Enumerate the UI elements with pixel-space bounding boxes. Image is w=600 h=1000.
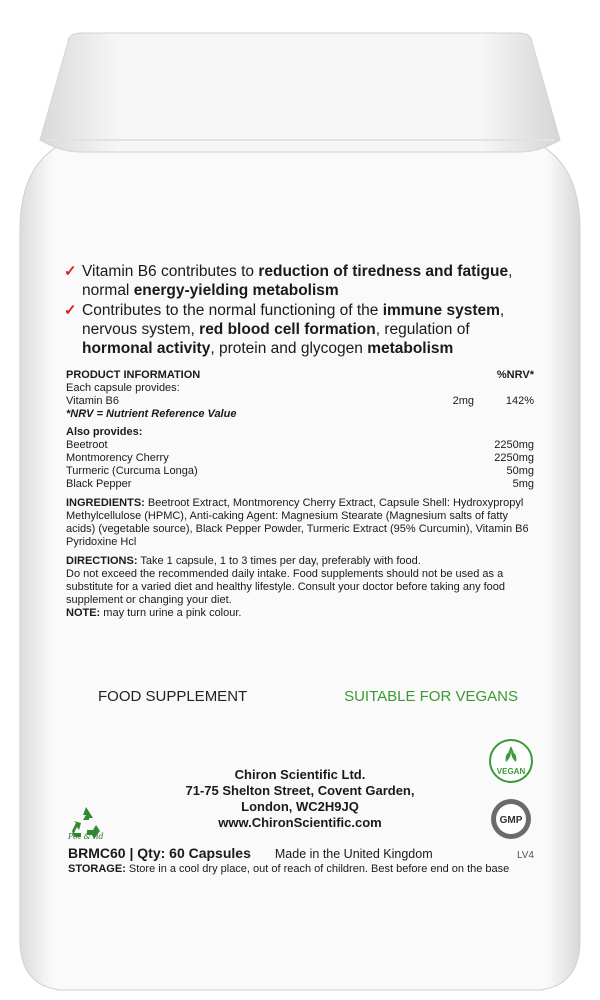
ingredients-text: Beetroot Extract, Montmorency Cherry Extract, Capsule Shell: Hydroxypropyl Methylcellulose (HPMC), Anti-caking Agent: Magnesium Stearate (Magnesium salts of fatty acids) (vegetable source), Black Pepper Powder, Turmeric Extract (95% Curcumin), Vitamin B6 Pyridoxine Hcl (66, 497, 529, 548)
lot-code: LV4 (516, 850, 534, 861)
claim-text: , normal (82, 263, 513, 299)
storage-info (68, 863, 538, 876)
claim-text: , regulation of (375, 321, 470, 338)
vitamin-amount: 2mg (452, 395, 474, 407)
product-code-line (68, 847, 534, 862)
also-provides-list (66, 439, 534, 491)
health-claim (64, 262, 540, 300)
ingredient-name: Turmeric (Curcuma Longa) (66, 465, 198, 477)
checkmark-icon: ✓ (64, 302, 77, 319)
ingredient-name: Beetroot (66, 439, 108, 451)
also-provides-row (66, 465, 534, 478)
vitamin-name: Vitamin B6 (66, 395, 119, 407)
storage-label: STORAGE: (68, 863, 126, 875)
made-in-text: Made in the United Kingdom (274, 847, 433, 861)
claim-highlight: reduction of tiredness and fatigue (258, 263, 509, 280)
directions-label: DIRECTIONS: (66, 555, 138, 567)
claim-highlight: hormonal activity (82, 340, 211, 357)
claim-highlight: metabolism (367, 340, 454, 357)
product-label (60, 262, 540, 882)
company-street: 71-75 Shelton Street, Covent Garden, (185, 783, 415, 798)
gmp-badge-icon (490, 798, 532, 840)
health-claims (64, 262, 540, 358)
directions (66, 555, 534, 620)
product-information-heading: PRODUCT INFORMATION (66, 369, 201, 381)
ingredients-label: INGREDIENTS: (66, 497, 145, 509)
food-supplement-text: FOOD SUPPLEMENT (98, 688, 248, 705)
also-provides-row (66, 478, 534, 491)
recycle-caption: Pot & lid (68, 832, 104, 841)
gmp-badge-text: GMP (499, 815, 523, 826)
nrv-note: *NRV = Nutrient Reference Value (66, 408, 237, 420)
ingredient-amount: 2250mg (494, 439, 534, 451)
company-city: London, WC2H9JQ (241, 799, 359, 814)
vegan-badge-text: VEGAN (496, 767, 526, 776)
claim-text: Contributes to the normal functioning of the (82, 302, 383, 319)
ingredients (66, 497, 534, 549)
vitamin-nrv: 142% (505, 395, 534, 407)
health-claim (64, 301, 540, 358)
vegan-badge-icon (488, 738, 534, 784)
note-label: NOTE: (66, 607, 101, 619)
storage-text: Store in a cool dry place, out of reach of children. Best before end on the base (125, 863, 510, 875)
note-text: may turn urine a pink colour. (100, 607, 242, 619)
claim-highlight: energy-yielding metabolism (133, 282, 339, 299)
directions-text: Take 1 capsule, 1 to 3 times per day, preferably with food. (137, 555, 421, 567)
claim-text: Vitamin B6 contributes to (82, 263, 259, 280)
claim-text: , nervous system, (82, 302, 505, 338)
also-provides-heading: Also provides: (66, 426, 143, 438)
claim-highlight: red blood cell formation (199, 321, 376, 338)
ingredient-amount: 5mg (512, 478, 534, 490)
also-provides-row (66, 452, 534, 465)
directions-warning: Do not exceed the recommended daily intake. Food supplements should not be used as a substitute for a varied diet and healthy lifestyle. Consult your doctor before taking any food supplement or changing your diet. (66, 568, 506, 606)
product-code: BRMC60 | Qty: 60 Capsules (68, 845, 251, 861)
ingredient-amount: 50mg (506, 465, 534, 477)
suitable-for-vegans-text: SUITABLE FOR VEGANS (344, 688, 518, 705)
company-name: Chiron Scientific Ltd. (234, 767, 366, 782)
company-address (160, 767, 440, 831)
also-provides-row (66, 439, 534, 452)
ingredient-amount: 2250mg (494, 452, 534, 464)
ingredient-name: Montmorency Cherry (66, 452, 169, 464)
nrv-heading: %NRV* (496, 369, 534, 381)
ingredient-name: Black Pepper (66, 478, 132, 490)
claim-text: , protein and glycogen (210, 340, 368, 357)
company-website: www.ChironScientific.com (218, 815, 382, 830)
claim-highlight: immune system (382, 302, 500, 319)
badges-row (98, 690, 518, 703)
product-information (60, 369, 540, 620)
checkmark-icon: ✓ (64, 263, 77, 280)
each-capsule-text: Each capsule provides: (66, 382, 180, 394)
